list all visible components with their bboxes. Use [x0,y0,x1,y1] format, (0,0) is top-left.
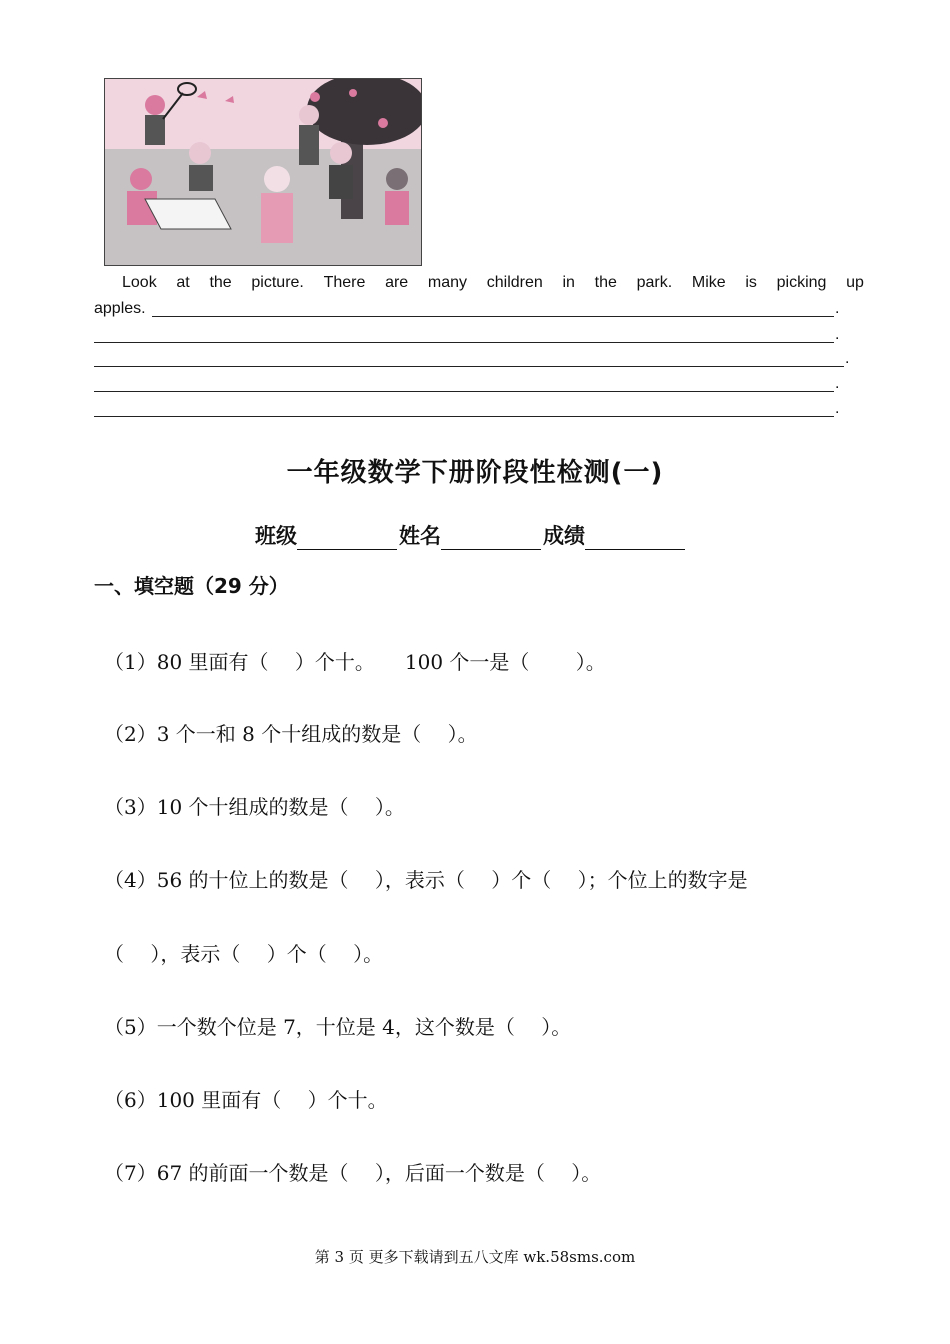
question-1: （1）80 里面有（ ）个十。 100 个一是（ ）。 [104,650,606,674]
answer-blank-4[interactable] [94,391,834,392]
question-3: （3）10 个十组成的数是（ ）。 [104,795,405,819]
exam-title: 一年级数学下册阶段性检测(一) [286,458,664,488]
answer-blank-3[interactable] [94,366,844,367]
question-5: （5）一个数个位是 7，十位是 4，这个数是（ ）。 [104,1015,572,1039]
question-7: （7）67 的前面一个数是（ ），后面一个数是（ ）。 [104,1161,602,1185]
answer-blank-1[interactable] [152,316,834,317]
writing-line-2-text: apples. [94,300,146,317]
writing-word: park. [636,274,673,291]
writing-word: in [562,274,575,291]
section-title: 一、填空题（29 分） [94,574,289,598]
writing-word: the [209,274,232,291]
writing-word: many [427,274,468,291]
writing-word: up [846,274,864,291]
question-4-continued: （ ），表示（ ）个（ ）。 [104,942,384,966]
period-3: . [845,350,850,367]
writing-word: the [594,274,617,291]
period-4: . [835,375,840,392]
answer-blank-5[interactable] [94,416,834,417]
writing-word: children [486,274,543,291]
class-field[interactable] [297,525,397,550]
name-label: 姓名 [399,524,441,548]
writing-word: There [323,274,366,291]
writing-word: picking [776,274,827,291]
writing-word: is [745,274,757,291]
question-4: （4）56 的十位上的数是（ ），表示（ ）个（ ）；个位上的数字是 [104,868,748,892]
name-field[interactable] [441,525,541,550]
score-label: 成绩 [543,524,585,548]
period-1: . [835,300,840,317]
question-6: （6）100 里面有（ ）个十。 [104,1088,388,1112]
writing-word: are [385,274,409,291]
period-5: . [835,400,840,417]
writing-line-1 [94,274,864,292]
period-2: . [835,326,840,343]
writing-word: picture. [251,274,304,291]
question-2: （2）3 个一和 8 个十组成的数是（ ）。 [104,722,478,746]
writing-word: Mike [691,274,726,291]
score-field[interactable] [585,525,685,550]
writing-word: at [176,274,190,291]
writing-word: Look [122,274,157,291]
park-illustration [104,78,422,266]
student-info-row [255,520,687,550]
answer-blank-2[interactable] [94,342,834,343]
class-label: 班级 [255,524,297,548]
page-footer: 第 3 页 更多下载请到五八文库 wk.58sms.com [314,1248,636,1266]
